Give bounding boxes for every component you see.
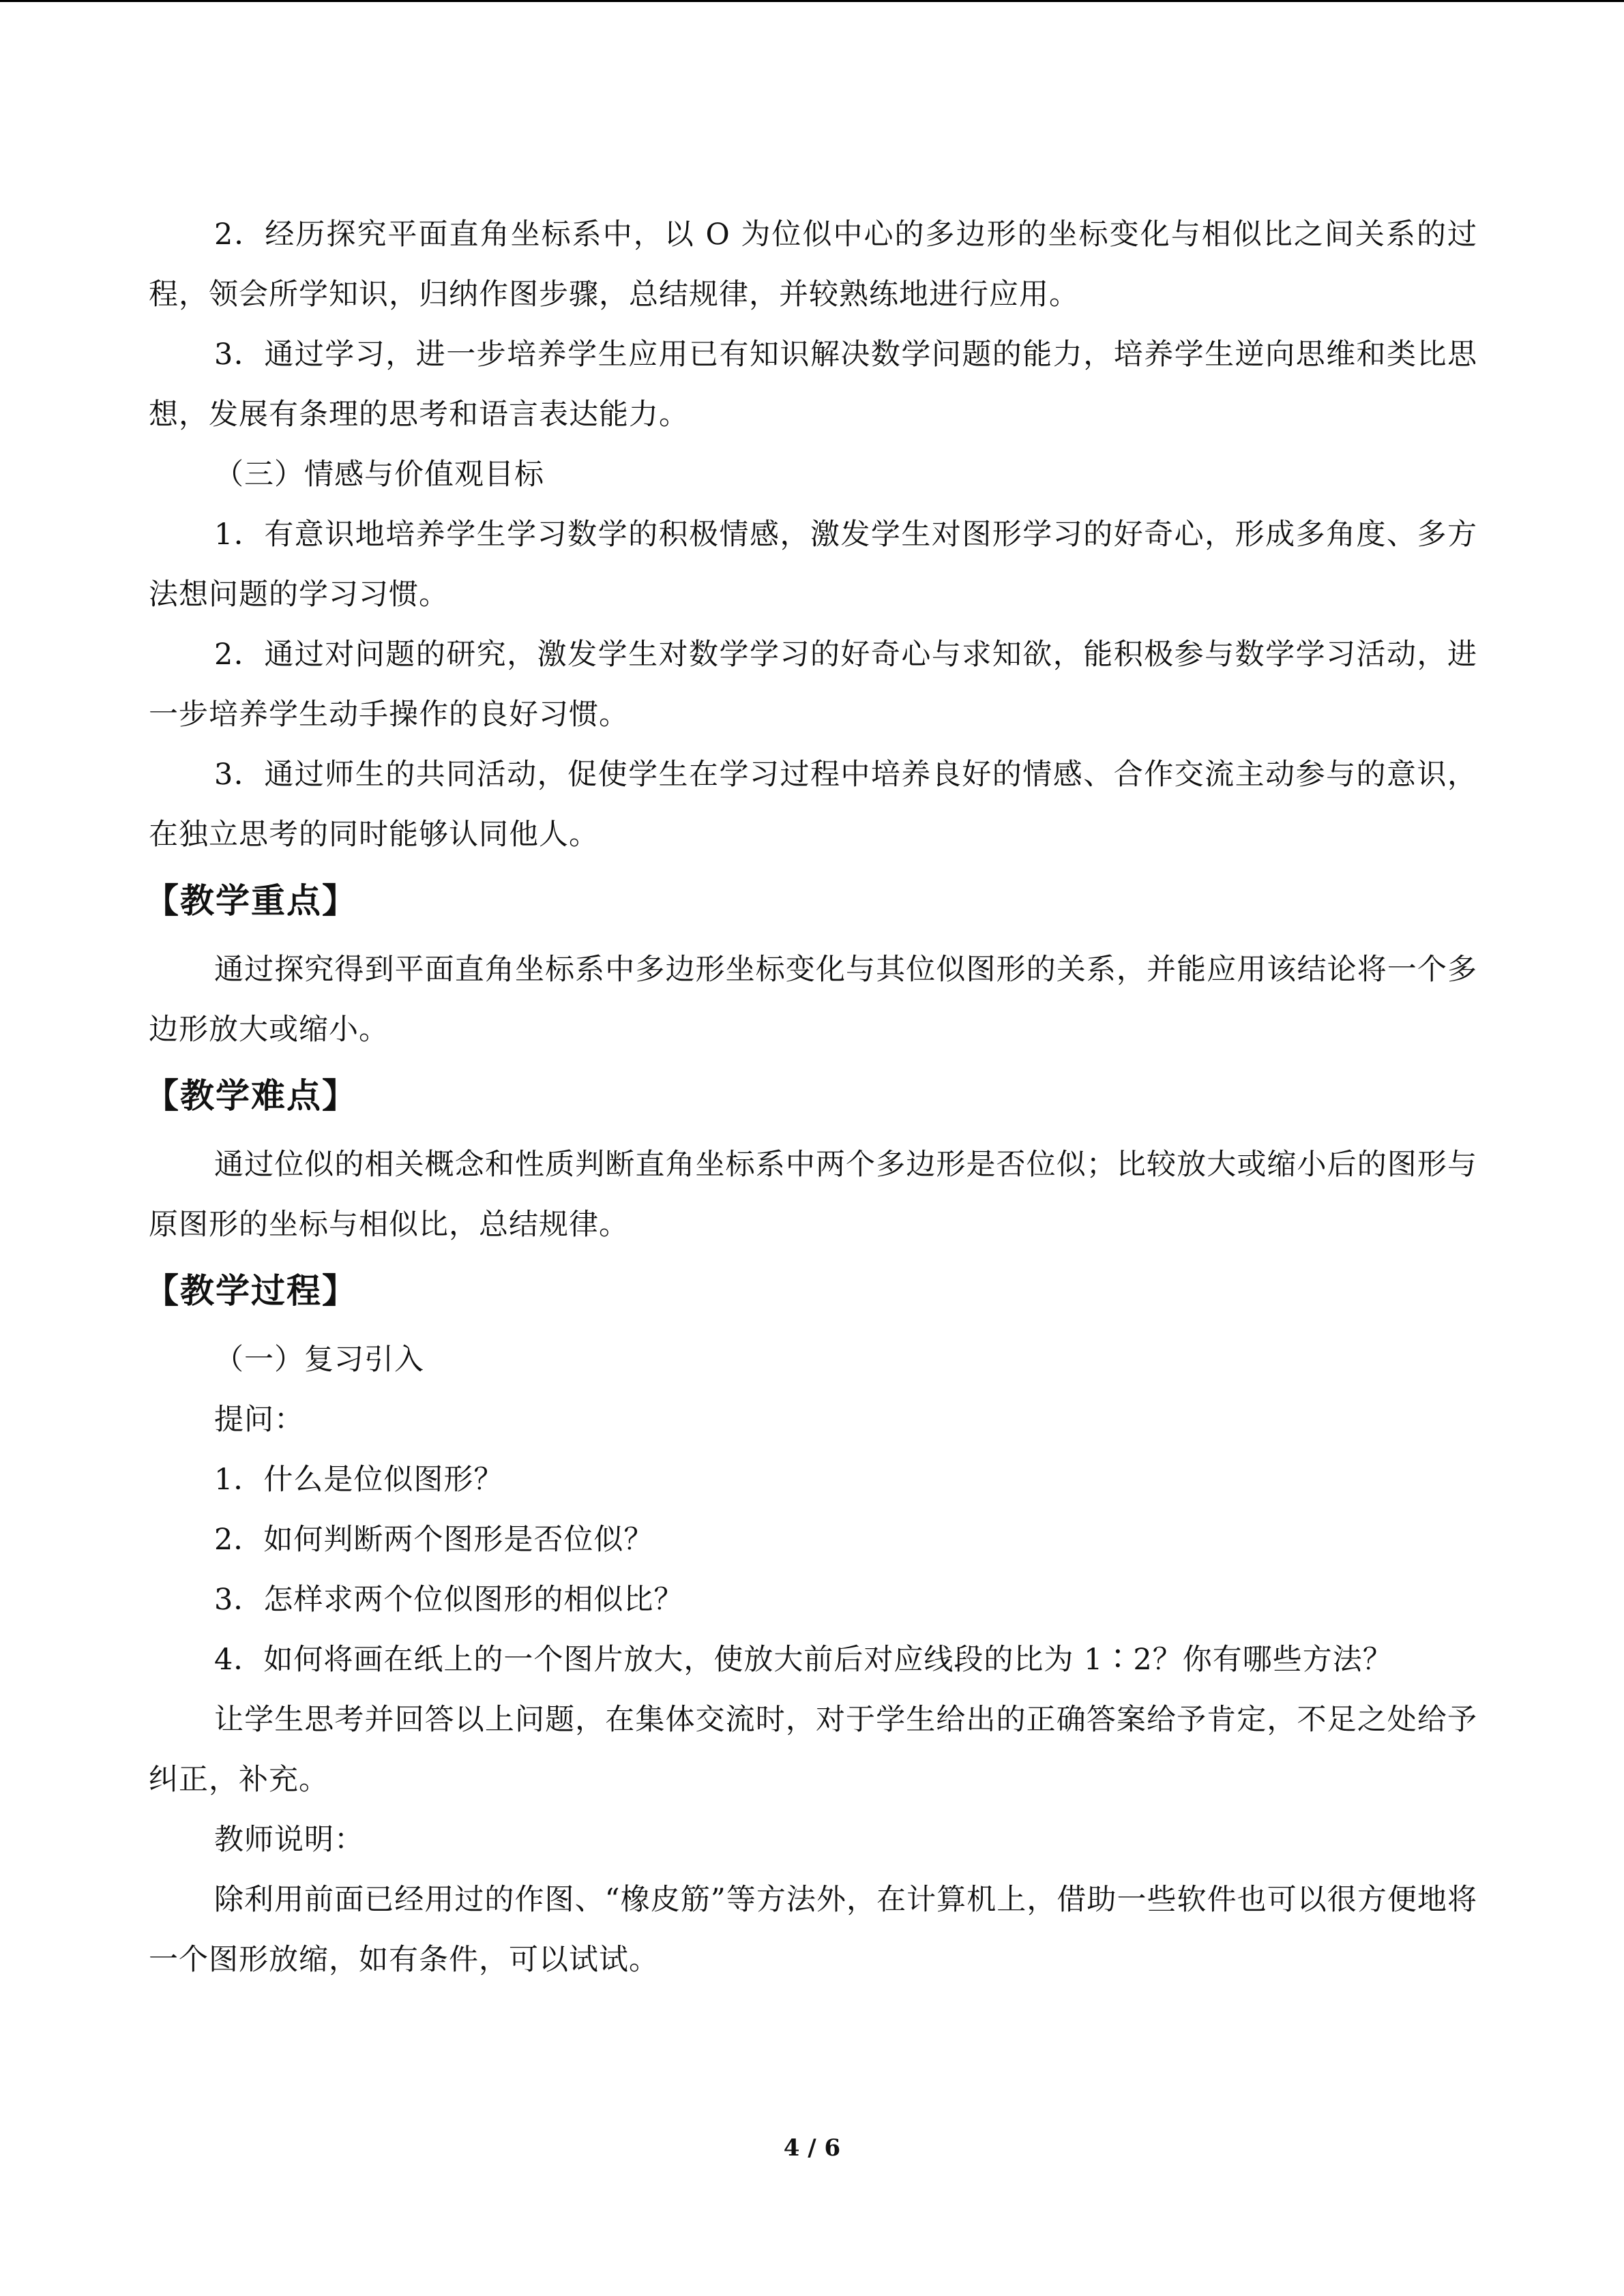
paragraph-question-prompt: 提问： [214, 1403, 304, 1437]
heading-key-points: 【教学重点】 [145, 881, 357, 921]
paragraph-emotion-2: 2．通过对问题的研究，激发学生对数学学习的好奇心与求知欲，能积极参与数学学习活动，进一步培养学生动手操作的良好习惯。 [149, 638, 1477, 732]
subheading-emotion-values: （三）情感与价值观目标 [214, 458, 544, 492]
top-border-line [0, 0, 1624, 2]
paragraph-teacher-note-label: 教师说明： [214, 1823, 364, 1857]
heading-difficulties: 【教学难点】 [145, 1076, 357, 1116]
subheading-review-intro: （一）复习引入 [214, 1343, 424, 1377]
question-item-4: 4．如何将画在纸上的一个图片放大，使放大前后对应线段的比为 1∶2？你有哪些方法？ [214, 1643, 1393, 1677]
page-content [145, 205, 1477, 1990]
question-item-2: 2．如何判断两个图形是否位似？ [214, 1523, 654, 1557]
heading-teaching-process: 【教学过程】 [145, 1271, 357, 1311]
paragraph-emotion-3: 3．通过师生的共同活动，促使学生在学习过程中培养良好的情感、合作交流主动参与的意识，在独立思考的同时能够认同他人。 [149, 758, 1477, 852]
paragraph-emotion-1: 1．有意识地培养学生学习数学的积极情感，激发学生对图形学习的好奇心，形成多角度、多方法想问题的学习习惯。 [149, 518, 1477, 612]
paragraph-teacher-note: 除利用前面已经用过的作图、“橡皮筋”等方法外，在计算机上，借助一些软件也可以很方便地将一个图形放缩，如有条件，可以试试。 [149, 1883, 1477, 1977]
paragraph-process-skills-2: 2．经历探究平面直角坐标系中，以 O 为位似中心的多边形的坐标变化与相似比之间关系的过程，领会所学知识，归纳作图步骤，总结规律，并较熟练地进行应用。 [149, 218, 1477, 312]
paragraph-difficulties: 通过位似的相关概念和性质判断直角坐标系中两个多边形是否位似；比较放大或缩小后的图形与原图形的坐标与相似比，总结规律。 [149, 1148, 1477, 1242]
paragraph-student-discussion: 让学生思考并回答以上问题，在集体交流时，对于学生给出的正确答案给予肯定，不足之处给予纠正，补充。 [149, 1703, 1477, 1797]
question-item-3: 3．怎样求两个位似图形的相似比？ [214, 1583, 684, 1617]
question-item-1: 1．什么是位似图形？ [214, 1463, 504, 1497]
paragraph-process-skills-3: 3．通过学习，进一步培养学生应用已有知识解决数学问题的能力，培养学生逆向思维和类比思想，发展有条理的思考和语言表达能力。 [149, 338, 1477, 432]
page-number: 4 / 6 [783, 2134, 841, 2162]
paragraph-key-points: 通过探究得到平面直角坐标系中多边形坐标变化与其位似图形的关系，并能应用该结论将一个多边形放大或缩小。 [149, 953, 1477, 1047]
